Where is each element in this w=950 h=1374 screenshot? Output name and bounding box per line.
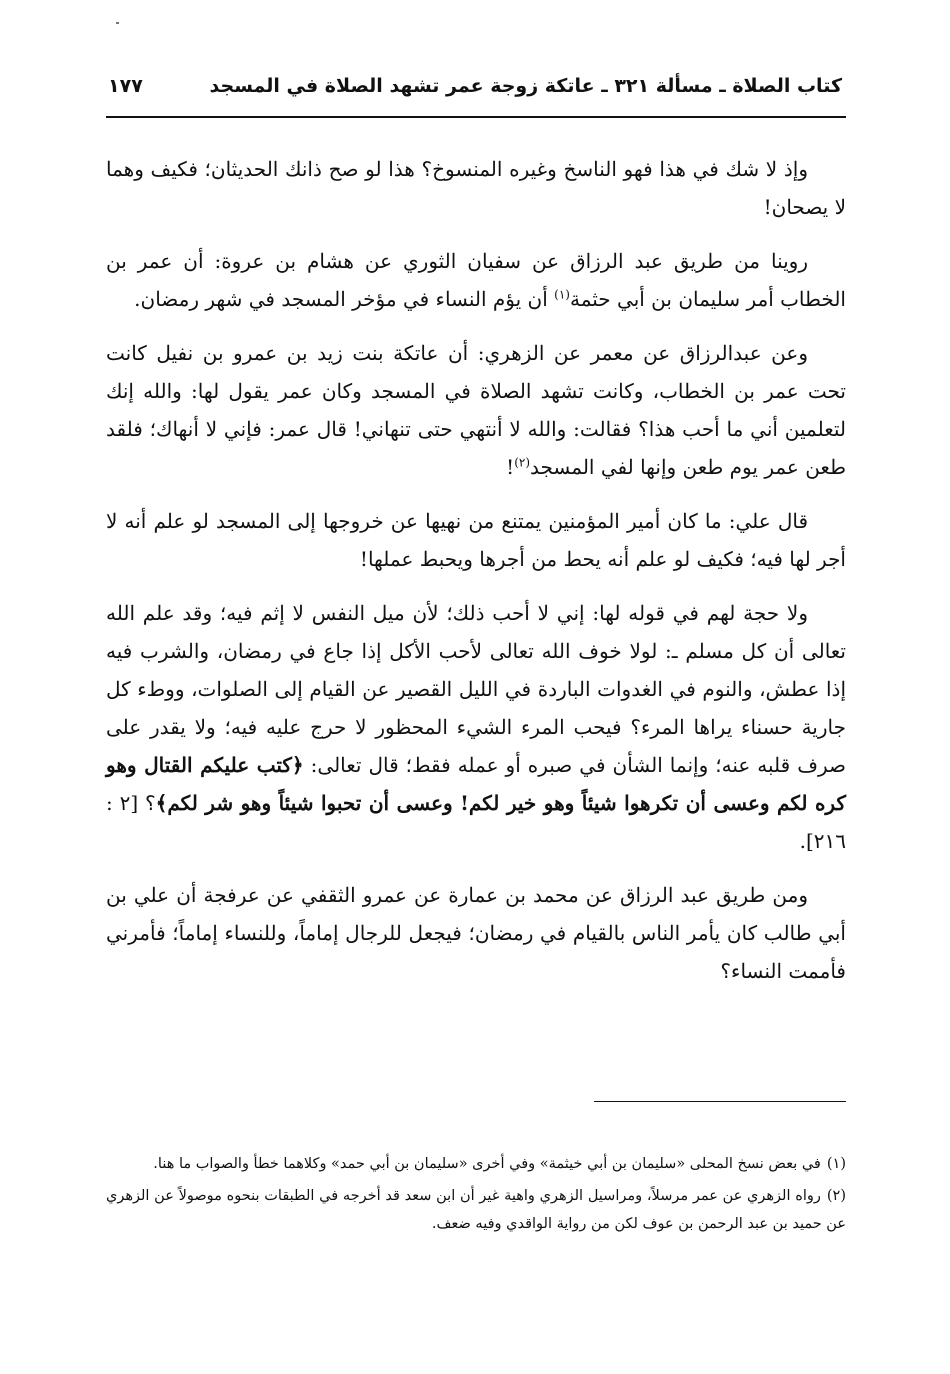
paragraph-5 [106,594,846,860]
paragraph-2 [106,242,846,318]
footnote-divider [594,1101,846,1102]
header-divider [106,116,846,118]
paragraph-4: قال علي: ما كان أمير المؤمنين يمتنع من نهيها عن خروجها إلى المسجد لو علم أنه لا أجر لها فيه؛ فكيف لو علم أنه يحط من أجرها ويحبط عملها! [106,509,846,571]
paragraph-3 [106,334,846,486]
footnote-marker-2: (٢) [514,455,531,470]
paragraph-3-text-a: وعن عبدالرزاق عن معمر عن الزهري: أن عاتكة بنت زيد بن عمرو بن نفيل كانت تحت عمر بن الخطاب، وكانت تشهد الصلاة في المسجد وكان عمر يقول لها: والله إنك لتعلمين أني ما أحب هذا؟ فقالت: والله لا أنتهي حتى تنهاني! قال عمر: فإني لا أنهاك؛ فلقد طعن عمر يوم طعن وإنها لفي المسجد [106,341,846,479]
main-text [106,150,846,1006]
page-number: ١٧٧ [108,75,143,97]
footnote-2-number: (٢) [826,1188,846,1204]
paragraph-6: ومن طريق عبد الرزاق عن محمد بن عمارة عن عمرو الثقفي عن عرفجة أن علي بن أبي طالب كان يأمر الناس بالقيام في رمضان؛ فيجعل للرجال إماماً، وللنساء إماماً؛ فأمرني فأممت النساء؟ [106,883,846,983]
footnote-1-number: (١) [826,1156,846,1172]
header-title: كتاب الصلاة ـ مسألة ٣٢١ ـ عاتكة زوجة عمر تشهد الصلاة في المسجد [209,75,842,97]
paragraph-1: وإذ لا شك في هذا فهو الناسخ وغيره المنسوخ؟ هذا لو صح ذانك الحديثان؛ فكيف وهما لا يصحان! [106,157,846,219]
running-header [108,66,842,106]
footnote-marker-1: (١) [554,287,570,302]
footnotes [106,1150,846,1242]
quran-verse: ﴿كتب عليكم القتال وهو كره لكم وعسى أن تكرهوا شيئاً وهو خير لكم! وعسى أن تحبوا شيئاً وهو شر لكم﴾ [106,753,846,815]
footnote-1 [106,1150,846,1178]
paragraph-3-text-b: ! [506,455,515,479]
scan-speck [116,22,119,24]
paragraph-5-text-b: ؟ [٢ : ٢١٦]. [106,791,846,853]
footnote-1-text: في بعض نسخ المحلى «سليمان بن أبي خيثمة» وفي أخرى «سليمان بن أبي حمد» وكلاهما خطأ والصواب ما هنا. [153,1156,821,1172]
paragraph-2-text-b: أن يؤم النساء في مؤخر المسجد في شهر رمضان. [134,287,555,311]
paragraph-2-text-a: روينا من طريق عبد الرزاق عن سفيان الثوري عن هشام بن عروة: أن عمر بن الخطاب أمر سليمان بن أبي حثمة [106,249,846,311]
footnote-2-text: رواه الزهري عن عمر مرسلاً، ومراسيل الزهري واهية غير أن ابن سعد قد أخرجه في الطبقات بنحوه موصولاً عن الزهري عن حميد بن عبد الرحمن بن عوف لكن من رواية الواقدي وفيه ضعف. [106,1188,846,1232]
footnote-2 [106,1182,846,1238]
paragraph-5-text-a: ولا حجة لهم في قوله لها: إني لا أحب ذلك؛ لأن ميل النفس لا إثم فيه؛ وقد علم الله تعالى أن كل مسلم ـ: لولا خوف الله تعالى لأحب الأكل إذا جاع في رمضان، والشرب فيه إذا عطش، والنوم في الغدوات الباردة في الليل القصير عن القيام إلى الصلوات، ووطء كل جارية حسناء يراها المرء؟ فيحب المرء الشيء المحظور لا حرج عليه فيه؛ ولا يقدر على صرف قلبه عنه؛ وإنما الشأن في صبره أو عمله فقط؛ قال تعالى: [106,601,847,777]
